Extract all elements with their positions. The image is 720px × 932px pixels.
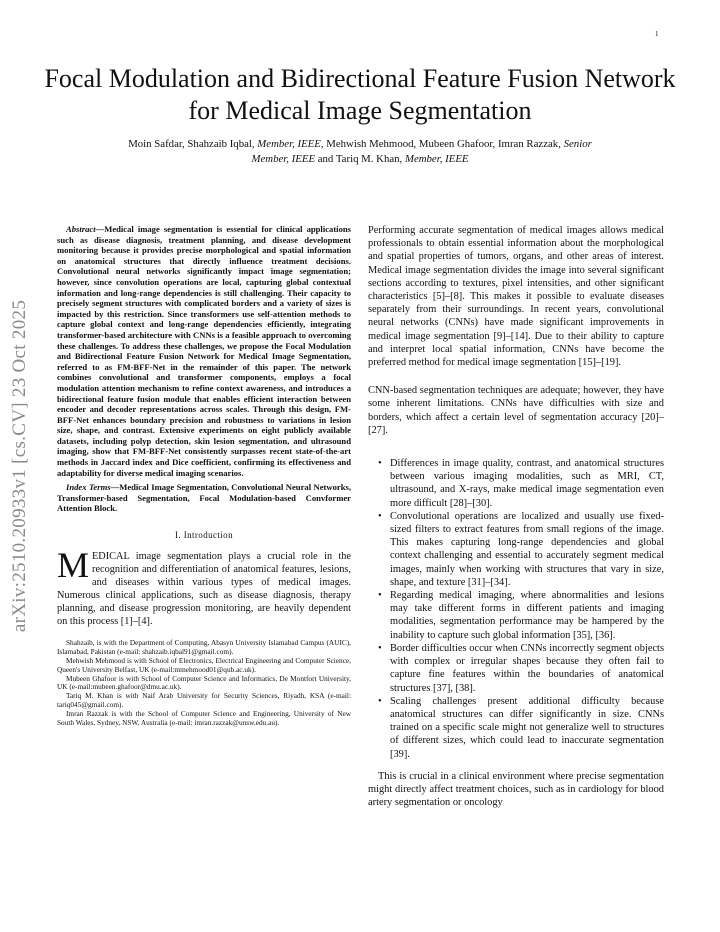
introduction-paragraph xyxy=(57,544,351,628)
author-membership: Member, IEEE xyxy=(404,153,469,165)
abstract xyxy=(57,224,351,478)
list-item-text: Scaling challenges present additional difficulty because anatomical structures can differ significantly in size. CNNs trained on a specific scale might not generalize well to structures of different sizes, which could lead to inaccurate segmentation [39]. xyxy=(390,695,664,760)
list-item xyxy=(368,589,664,642)
list-item xyxy=(368,510,664,589)
left-column xyxy=(57,224,351,728)
bullet-icon: • xyxy=(378,642,382,654)
page-number: 1 xyxy=(655,30,659,38)
list-item xyxy=(368,642,664,695)
author-membership: Member, IEEE xyxy=(251,153,316,165)
arxiv-identifier-stamp: arXiv:2510.20933v1 [cs.CV] 23 Oct 2025 xyxy=(9,299,30,633)
footnote: Mubeen Ghafoor is with School of Computer Science and Informatics, De Montfort University, UK (e-mail:mubeen.ghafoor@dmu.ac.uk). xyxy=(57,673,351,692)
list-item xyxy=(368,457,664,510)
limitations-list xyxy=(368,457,664,761)
index-terms-text: —Medical Image Segmentation, Convolutional Neural Networks, Transformer-based Segmentation, Focal Modulation-based Convformer Attention Block. xyxy=(57,482,351,514)
abstract-text: —Medical image segmentation is essential for clinical applications such as disease diagnosis, treatment planning, and disease development monitoring because it provides precise morphological and spatial information on anatomical structures that directly influence treatment decisions. Convolutional neural networks significantly impact image segmentation; however, since convolution operations are local, capturing global contextual information and long-range dependencies is still challenging. Their capacity to precisely segment structures with complicated borders and a variety of sizes is impacted by this restriction. Since transformers use self-attention methods to capture global context and long-range dependencies efficiently, integrating transformer-based architecture with CNNs is a feasible approach to overcoming these challenges. To address these challenges, we propose the Focal Modulation and Bidirectional Feature Fusion Network for Medical Image Segmentation, referred to as FM-BFF-Net in the remainder of this paper. The network combines convolutional and transformer components, employs a focal modulation attention mechanism to refine context awareness, and introduces a bidirectional feature fusion module that enables efficient interaction between encoder and decoder representations across scales. Through this design, FM-BFF-Net enhances boundary precision and robustness to variations in lesion size, shape, and contrast. Extensive experiments on eight publicly available datasets, including polyp detection, skin lesion segmentation, and ultrasound imaging, show that FM-BFF-Net consistently surpasses recent state-of-the-art methods in Jaccard index and Dice coefficient, confirming its effectiveness and adaptability for diverse medical imaging scenarios. xyxy=(57,224,351,478)
footnote: Imran Razzak is with the School of Computer Science and Engineering, University of New South Wales, Sydney, NSW, Australia (e-mail: imran.razzak@unsw.edu.au). xyxy=(57,709,351,728)
author-membership: Senior xyxy=(563,138,592,150)
list-item-text: Differences in image quality, contrast, and anatomical structures between various imaging modalities, such as MRI, CT, ultrasound, and X-rays, make medical image segmentation even more difficult [28]–[30]. xyxy=(390,458,664,509)
index-terms-label: Index Terms xyxy=(66,482,111,493)
paper-title: Focal Modulation and Bidirectional Feature Fusion Network for Medical Image Segmentation xyxy=(44,64,676,125)
list-item xyxy=(368,695,664,761)
affiliation-footnotes xyxy=(57,639,351,728)
list-item-text: Border difficulties occur when CNNs incorrectly segment objects with complex or irregular shapes because they often fail to capture fine features within the boundaries of anatomical structures [37], [38]. xyxy=(390,642,664,694)
bullet-icon: • xyxy=(378,590,382,602)
list-item-text: Convolutional operations are localized and usually use fixed-sized filters to extract features from small regions of the image. This makes capturing long-range dependencies and global context challenging and essential to accurately segment medical images, mainly when working with structures that vary in size, shape, and texture [31]–[34]. xyxy=(390,510,664,588)
section-heading-introduction: I. Introduction xyxy=(175,530,233,541)
footnote: Shahzaib, is with the Department of Computing, Abasyn University Islamabad Campus (AUIC), Islamabad, Pakistan (e-mail: shahzaib.iqbal91@gmail.com). xyxy=(57,637,351,656)
author-list xyxy=(60,137,660,167)
introduction-text: EDICAL image segmentation plays a crucial role in the recognition and differentiation of anatomical features, lesions, and diseases within various types of medical images. Numerous clinical applications, such as disease diagnosis, therapy planning, and disease progression monitoring, are heavily dependent on this process [1]–[4]. xyxy=(57,550,351,627)
body-paragraph: CNN-based segmentation techniques are adequate; however, they have some inherent limitations. CNNs have difficulties with size and borders, which affect a certain level of segmentation accuracy [20]–[27]. xyxy=(368,385,664,436)
bullet-icon: • xyxy=(378,458,382,470)
authors-text: and Tariq M. Khan, xyxy=(315,153,405,165)
right-column xyxy=(368,224,664,809)
drop-cap: M xyxy=(57,544,90,585)
body-paragraph: This is crucial in a clinical environment where precise segmentation might directly affect treatment choices, such as in cardiology for blood artery segmentation or oncology xyxy=(368,770,664,809)
list-item-text: Regarding medical imaging, where abnormalities and lesions may take different forms in different patients and imaging modalities, segmentation performance may be hampered by the inability to capture such global information [35], [36]. xyxy=(390,590,664,641)
author-membership: Member, IEEE xyxy=(257,138,321,150)
bullet-icon: • xyxy=(378,695,382,707)
authors-text: Moin Safdar, Shahzaib Iqbal, xyxy=(128,138,258,150)
abstract-label: Abstract xyxy=(66,224,96,234)
bullet-icon: • xyxy=(378,510,382,522)
index-terms xyxy=(57,482,351,514)
authors-text: , Mehwish Mehmood, Mubeen Ghafoor, Imran Razzak, xyxy=(320,138,564,150)
footnote: Mehwish Mehmood is with School of Electronics, Electrical Engineering and Computer Science, Queen's University Belfast, UK (e-mail:mmehmood01@qub.ac.uk). xyxy=(57,655,351,674)
footnote: Tariq M. Khan is with Naif Arab University for Security Sciences, Riyadh, KSA (e-mail: tariq045@gmail.com). xyxy=(57,691,351,710)
body-paragraph: Performing accurate segmentation of medical images allows medical professionals to obtain essential information about the morphological and spatial properties of tumors, organs, and other areas of interest. Medical image segmentation divides the image into several significant sections according to textures, pixel intensities, and other significant characteristics [5]–[8]. This makes it possible to evaluate diseases separately from their surroundings. In recent years, convolutional neural networks (CNNs) have made significant improvements in medical image segmentation [9]–[14]. Due to their ability to capture and interpret local spatial information, CNNs have become the preferred method for medical image segmentation [15]–[19]. xyxy=(368,225,664,369)
